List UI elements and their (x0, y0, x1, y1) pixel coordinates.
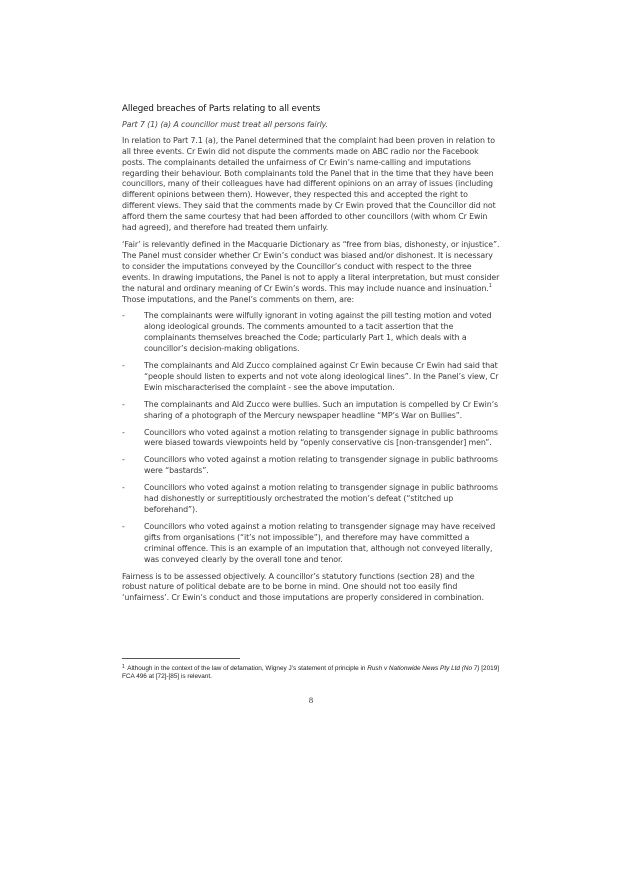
list-item-text: Councillors who voted against a motion relating to transgender signage in public bathrooms were biased towards viewpoints held by “openly conservative cis [non-transgender] men”. (144, 427, 498, 448)
list-item-text: The complainants and Ald Zucco complained against Cr Ewin because Cr Ewin had said that “people should listen to experts and not vote along ideological lines”. In the Panel’s view, Cr Ewin mischaracterised the complaint - see the above imputation. (144, 361, 499, 392)
list-item (122, 483, 500, 516)
footnote-case-name: Rush v Nationwide News Pty Ltd (No 7) (367, 665, 480, 672)
footnote-text-before: Although in the context of the law of defamation, Wigney J’s statement of principle in (127, 665, 368, 672)
bullet-dash: - (122, 455, 125, 465)
list-item (122, 361, 500, 394)
list-item (122, 311, 500, 355)
list-item-text: The complainants and Ald Zucco were bullies. Such an imputation is compelled by Cr Ewin’s sharing of a photograph of the Mercury newspaper headline “MP’s War on Bullies”. (144, 399, 498, 420)
list-item-text: The complainants were wilfully ignorant in voting against the pill testing motion and voted along ideological grounds. The comments amounted to a tacit assertion that the complainants themselves breached the Code; particularly Part 1, which deals with a councillor’s decision-making obligations. (144, 311, 492, 354)
fair-paragraph-tail: Those imputations, and the Panel’s comments on them, are: (122, 294, 355, 304)
closing-paragraph: Fairness is to be assessed objectively. A councillor’s statutory functions (section 28) and the robust nature of political debate are to be borne in mind. One should not too easily find ‘unfairness’. Cr Ewin’s conduct and those imputations are properly considered in combination. (122, 571, 484, 603)
footnote-separator (122, 658, 240, 659)
bullet-dash: - (122, 427, 125, 437)
bullet-dash: - (122, 399, 125, 409)
list-item-text: Councillors who voted against a motion relating to transgender signage in public bathrooms were “bastards”. (144, 455, 498, 476)
list-item (122, 400, 500, 422)
page-number: 8 (308, 695, 314, 705)
imputations-list (122, 311, 500, 565)
footnote (122, 663, 502, 682)
list-item-text: Councillors who voted against a motion relating to transgender signage may have received gifts from organisations (“it’s not impossible”), and therefore may have committed a criminal offence. This is an example of an imputation that, although not conveyed literally, was conveyed clearly by the overall tone and tenor. (144, 521, 496, 564)
body-paragraph: In relation to Part 7.1 (a), the Panel determined that the complaint had been proven in relation to all three events. Cr Ewin did not dispute the comments made on ABC radio nor the Facebook posts. The complainants detailed the unfairness of Cr Ewin’s name-calling and imputations regarding their behaviour. Both complainants told the Panel that in the time that they have been councillors, many of their colleagues have had different opinions on an array of issues (including different opinions between them). However, they respected this and accepted the right to different views. They said that the comments made by Cr Ewin proved that the Councillor did not afford them the same courtesy that had been afforded to other councillors (with whom Cr Ewin had agreed), and therefore had treated them unfairly. (122, 135, 496, 233)
section-subheading: Part 7 (1) (a) A councillor must treat all persons fairly. (122, 119, 328, 129)
fair-paragraph-text: ‘Fair’ is relevantly defined in the Macquarie Dictionary as “free from bias, dishonesty, or injustice”. The Panel must consider whether Cr Ewin’s conduct was biased and/or dishonest. It is necessary to consider the imputations conveyed by the Councillor’s conduct with respect to the three events. In drawing imputations, the Panel is not to apply a literal interpretation, but must consider the natural and ordinary meaning of Cr Ewin’s words. This may include nuance and insinuation. (122, 239, 500, 293)
intro-paragraphs (122, 136, 500, 234)
list-item-text: Councillors who voted against a motion relating to transgender signage in public bathrooms had dishonestly or surreptitiously orchestrated the motion’s defeat (“stitched up beforehand”). (144, 483, 498, 514)
list-item (122, 522, 500, 566)
bullet-dash: - (122, 361, 125, 371)
footnote-marker: 1 (488, 282, 492, 289)
list-item (122, 428, 500, 450)
page-body (122, 104, 500, 610)
section-heading: Alleged breaches of Parts relating to all events (122, 104, 321, 114)
bullet-dash: - (122, 521, 125, 531)
footnote-text-after: [2019] FCA 496 at [72]-[85] is relevant. (122, 665, 500, 681)
bullet-dash: - (122, 311, 125, 321)
fair-definition-paragraph (122, 240, 500, 305)
footnote-number: 1 (122, 664, 125, 670)
list-item (122, 455, 500, 477)
bullet-dash: - (122, 483, 125, 493)
